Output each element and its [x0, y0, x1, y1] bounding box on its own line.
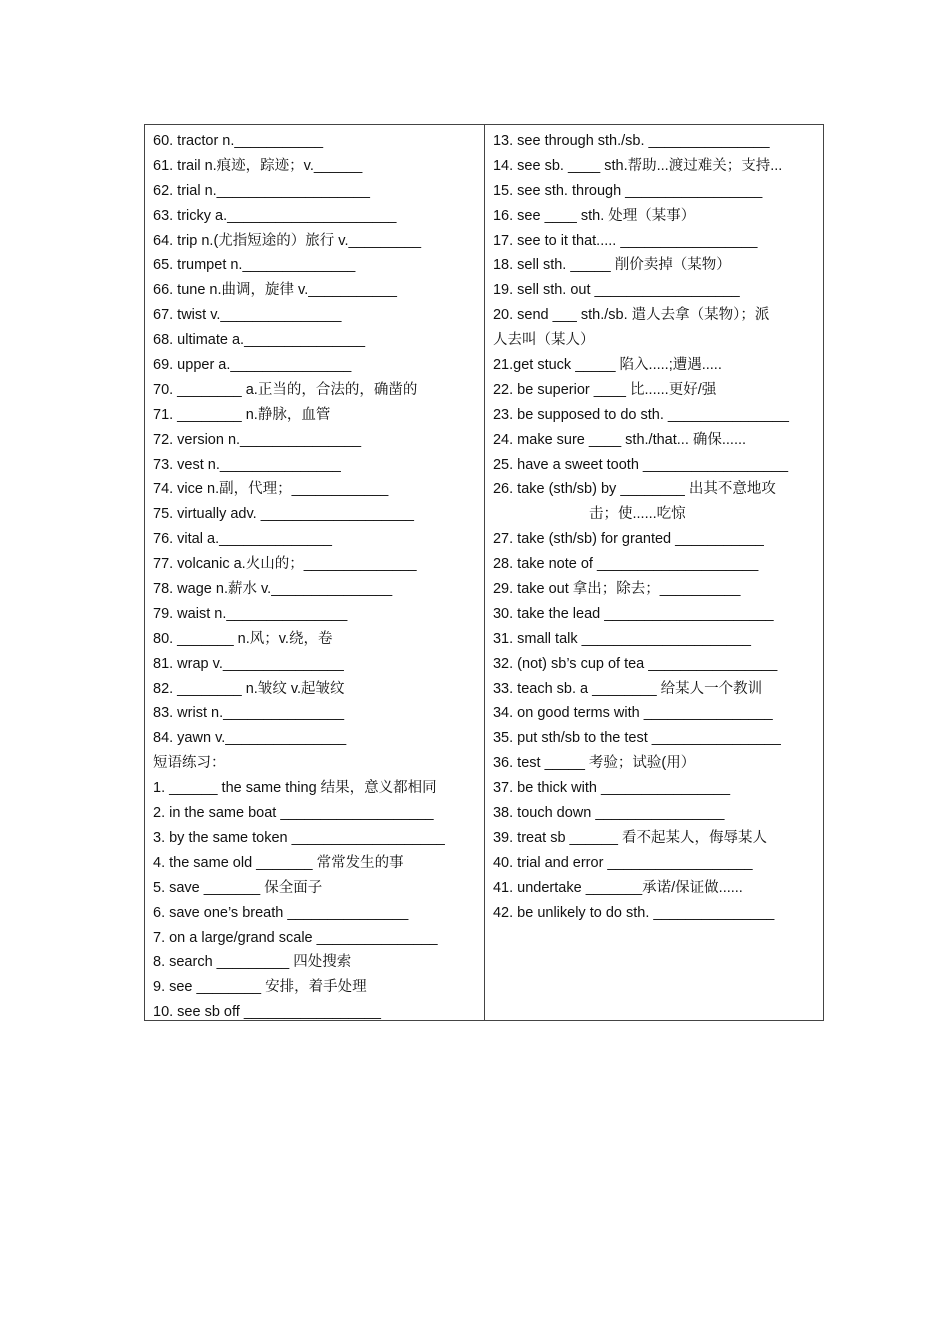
left-entry: 66. tune n.曲调，旋律 v.___________ [153, 282, 397, 299]
left-entry: 1. ______ the same thing 结果，意义都相同 [153, 780, 437, 797]
left-entry: 3. by the same token ___________________ [153, 829, 445, 846]
left-entry: 4. the same old _______ 常常发生的事 [153, 854, 404, 871]
right-entry: 13. see through sth./sb. _______________ [492, 133, 770, 149]
left-entry: 77. volcanic a.火山的；______________ [153, 556, 417, 573]
right-entry: 33. teach sb. a ________ 给某人一个教训 [492, 680, 763, 697]
left-entry: 61. trail n.痕迹，踪迹；v.______ [153, 157, 363, 174]
left-column [145, 125, 485, 1020]
right-entry: 人去叫（某人） [492, 332, 595, 349]
left-entry: 80. _______ n.风；v.绕，卷 [153, 630, 333, 647]
right-entry: 35. put sth/sb to the test ________________ [492, 730, 781, 747]
right-entry: 38. touch down ________________ [492, 805, 725, 822]
right-entry: 42. be unlikely to do sth. _______________ [492, 904, 775, 921]
left-entry: 81. wrap v._______________ [153, 655, 344, 672]
left-entry: 79. waist n._______________ [153, 605, 348, 622]
right-entry: 29. take out 拿出；除去；__________ [492, 581, 741, 598]
left-entry: 2. in the same boat ___________________ [153, 805, 434, 822]
left-entry: 62. trial n.___________________ [153, 182, 370, 199]
left-entry: 69. upper a._______________ [153, 357, 352, 374]
right-entry: 20. send ___ sth./sb. 遣人去拿（某物）；派 [492, 307, 770, 324]
left-entry: 74. vice n.副，代理；____________ [153, 481, 389, 498]
left-entry: 76. vital a.______________ [153, 531, 332, 548]
right-entry: 19. sell sth. out __________________ [492, 282, 740, 299]
left-entry: 84. yawn v._______________ [153, 730, 347, 747]
right-entry: 21.get stuck _____ 陷入.....;遭遇..... [492, 357, 722, 374]
right-entry: 击；使......吃惊 [588, 506, 686, 523]
right-entry: 41. undertake _______承诺/保证做...... [492, 879, 743, 896]
left-entry: 7. on a large/grand scale _______________ [153, 929, 438, 946]
right-entry: 14. see sb. ____ sth.帮助...渡过难关；支持... [492, 157, 783, 174]
right-entry: 30. take the lead _____________________ [492, 605, 774, 622]
left-entry: 64. trip n.(尤指短途的）旅行 v._________ [153, 232, 422, 249]
left-entry: 82. ________ n.皱纹 v.起皱纹 [153, 680, 345, 697]
left-entry: 72. version n._______________ [153, 431, 362, 448]
right-entry: 31. small talk _____________________ [492, 630, 751, 647]
right-entry: 37. be thick with ________________ [492, 780, 731, 797]
vocabulary-table [144, 124, 824, 1021]
left-entry: 8. search _________ 四处搜索 [153, 954, 352, 971]
right-entry: 22. be superior ____ 比......更好/强 [492, 381, 717, 398]
right-entry: 23. be supposed to do sth. _______________ [492, 406, 789, 423]
right-entry: 18. sell sth. _____ 削价卖掉（某物） [492, 257, 731, 274]
right-entry: 28. take note of ____________________ [492, 556, 759, 573]
left-entry: 10. see sb off _________________ [153, 1004, 381, 1020]
right-entry: 25. have a sweet tooth __________________ [492, 456, 789, 473]
right-entry: 36. test _____ 考验；试验(用） [492, 755, 696, 772]
right-entry: 34. on good terms with ________________ [492, 705, 773, 722]
left-entry: 68. ultimate a._______________ [153, 332, 366, 349]
right-entry: 15. see sth. through _________________ [492, 182, 763, 199]
left-entry: 67. twist v._______________ [153, 307, 342, 324]
right-entry: 32. (not) sb’s cup of tea ________________ [492, 655, 778, 672]
right-entry: 40. trial and error __________________ [492, 854, 753, 871]
right-entry: 24. make sure ____ sth./that... 确保...... [492, 431, 747, 448]
left-entry: 60. tractor n.___________ [153, 133, 324, 149]
left-entry: 73. vest n._______________ [153, 456, 341, 473]
right-entry: 39. treat sb ______ 看不起某人，侮辱某人 [492, 829, 767, 846]
left-entry: 75. virtually adv. ___________________ [153, 506, 414, 523]
right-entry: 17. see to it that..... _________________ [492, 232, 758, 249]
left-entry: 83. wrist n._______________ [153, 705, 345, 722]
right-entry: 27. take (sth/sb) for granted ___________ [492, 531, 764, 548]
left-entry: 5. save _______ 保全面子 [153, 879, 323, 896]
left-entry: 78. wage n.薪水 v._______________ [153, 581, 393, 598]
left-entry: 63. tricky a._____________________ [153, 207, 397, 224]
left-entry: 短语练习： [153, 755, 226, 772]
right-entry: 26. take (sth/sb) by ________ 出其不意地攻 [492, 481, 776, 498]
right-entry: 16. see ____ sth. 处理（某事） [492, 207, 696, 224]
left-entry: 9. see ________ 安排，着手处理 [153, 979, 367, 996]
left-entry: 6. save one’s breath _______________ [153, 904, 409, 921]
left-entry: 65. trumpet n.______________ [153, 257, 356, 274]
right-column [485, 125, 823, 1020]
left-entry: 71. ________ n.静脉，血管 [153, 406, 331, 423]
left-entry: 70. ________ a.正当的，合法的，确凿的 [153, 381, 418, 398]
